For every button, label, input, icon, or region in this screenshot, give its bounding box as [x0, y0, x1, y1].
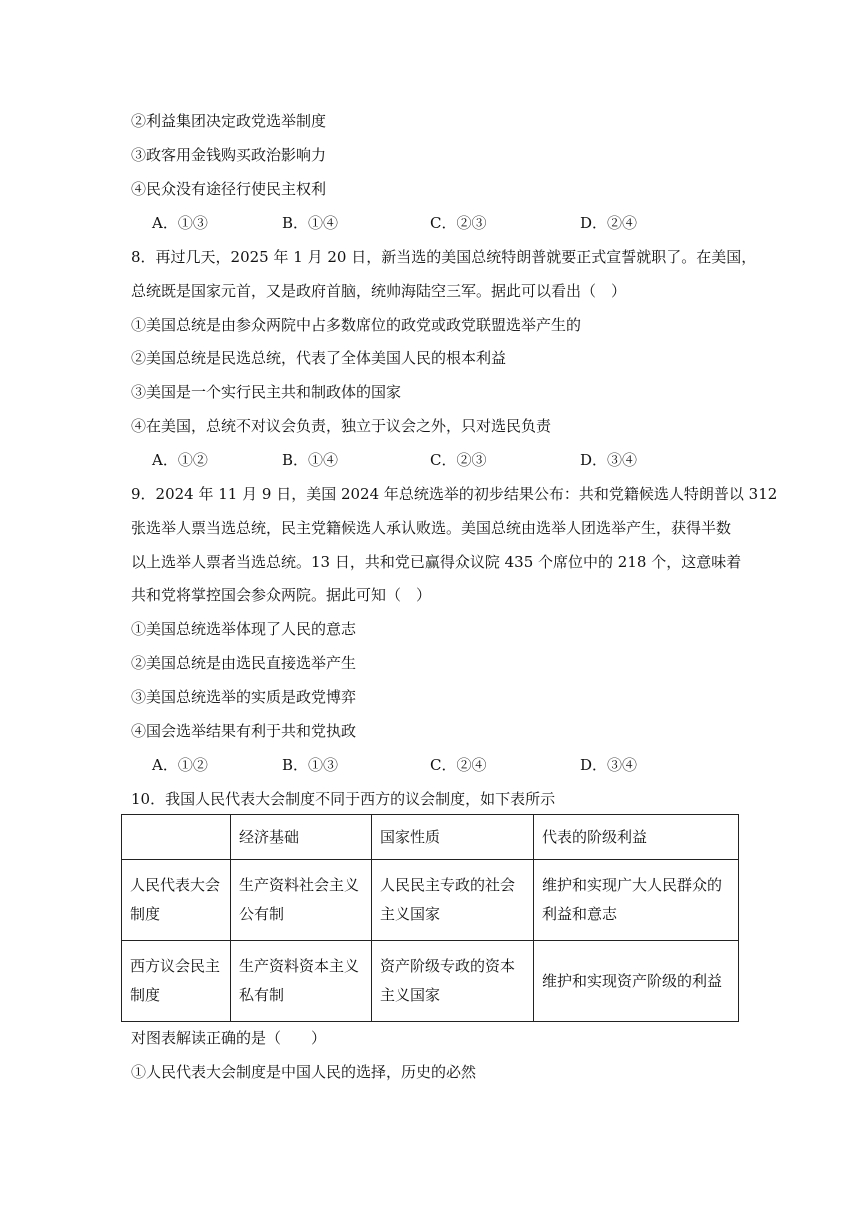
q8-option-c[interactable]: C．②③ — [430, 451, 487, 469]
q10-item-1: ①人民代表大会制度是中国人民的选择，历史的必然 — [131, 1063, 477, 1081]
table-cell: 人民民主专政的社会主义国家 — [372, 860, 534, 941]
q9-item-3: ③美国总统选举的实质是政党博弈 — [131, 688, 357, 706]
q9-item-4: ④国会选举结果有利于共和党执政 — [131, 722, 357, 740]
q8-item-3: ③美国是一个实行民主共和制政体的国家 — [131, 383, 402, 401]
q7-option-d[interactable]: D．②④ — [580, 214, 638, 232]
table-cell: 生产资料资本主义私有制 — [231, 941, 372, 1022]
q8-option-a[interactable]: A．①② — [152, 451, 208, 469]
table-row — [122, 860, 739, 941]
q9-stem-line-4: 共和党将掌控国会参众两院。据此可知（ ） — [131, 586, 432, 604]
q8-stem-line-2: 总统既是国家元首，又是政府首脑，统帅海陆空三军。据此可以看出（ ） — [131, 282, 627, 300]
q7-item-3: ③政客用金钱购买政治影响力 — [131, 146, 327, 164]
q7-item-4: ④民众没有途径行使民主权利 — [131, 180, 327, 198]
table-header-empty — [122, 815, 231, 860]
table-row — [122, 941, 739, 1022]
comparison-table — [121, 814, 739, 1022]
table-cell: 维护和实现广大人民群众的利益和意志 — [534, 860, 739, 941]
q7-option-c[interactable]: C．②③ — [430, 214, 487, 232]
q9-option-a[interactable]: A．①② — [152, 756, 208, 774]
q9-stem-line-3: 以上选举人票者当选总统。13 日，共和党已赢得众议院 435 个席位中的 218 个，这意味着 — [131, 553, 742, 571]
q8-item-1: ①美国总统是由参众两院中占多数席位的政党或政党联盟选举产生的 — [131, 316, 582, 334]
table-cell: 人民代表大会制度 — [122, 860, 231, 941]
table-header-class-interest: 代表的阶级利益 — [534, 815, 739, 860]
q8-option-d[interactable]: D．③④ — [580, 451, 638, 469]
q9-item-1: ①美国总统选举体现了人民的意志 — [131, 620, 357, 638]
q8-stem-line-1: 8．再过几天，2025 年 1 月 20 日，新当选的美国总统特朗普就要正式宣誓就职了。在美国， — [131, 248, 757, 266]
table-cell: 资产阶级专政的资本主义国家 — [372, 941, 534, 1022]
q9-option-b[interactable]: B．①③ — [282, 756, 339, 774]
q8-option-b[interactable]: B．①④ — [282, 451, 339, 469]
q9-option-c[interactable]: C．②④ — [430, 756, 487, 774]
table-cell: 西方议会民主制度 — [122, 941, 231, 1022]
table-cell: 维护和实现资产阶级的利益 — [534, 941, 739, 1022]
table-header-state-nature: 国家性质 — [372, 815, 534, 860]
q7-option-b[interactable]: B．①④ — [282, 214, 339, 232]
q7-option-a[interactable]: A．①③ — [152, 214, 208, 232]
q9-option-d[interactable]: D．③④ — [580, 756, 638, 774]
q10-question: 对图表解读正确的是（ ） — [131, 1029, 327, 1047]
table-header-row — [122, 815, 739, 860]
q9-stem-line-1: 9．2024 年 11 月 9 日，美国 2024 年总统选举的初步结果公布：共和党籍候选人特朗普以 312 — [131, 485, 778, 503]
table-header-economic-base: 经济基础 — [231, 815, 372, 860]
table-cell: 生产资料社会主义公有制 — [231, 860, 372, 941]
q9-item-2: ②美国总统是由选民直接选举产生 — [131, 654, 357, 672]
q7-item-2: ②利益集团决定政党选举制度 — [131, 112, 327, 130]
q9-stem-line-2: 张选举人票当选总统，民主党籍候选人承认败选。美国总统由选举人团选举产生，获得半数 — [131, 519, 732, 537]
q8-item-2: ②美国总统是民选总统，代表了全体美国人民的根本利益 — [131, 349, 507, 367]
q10-stem: 10．我国人民代表大会制度不同于西方的议会制度，如下表所示 — [131, 790, 556, 808]
q8-item-4: ④在美国，总统不对议会负责，独立于议会之外，只对选民负责 — [131, 417, 552, 435]
